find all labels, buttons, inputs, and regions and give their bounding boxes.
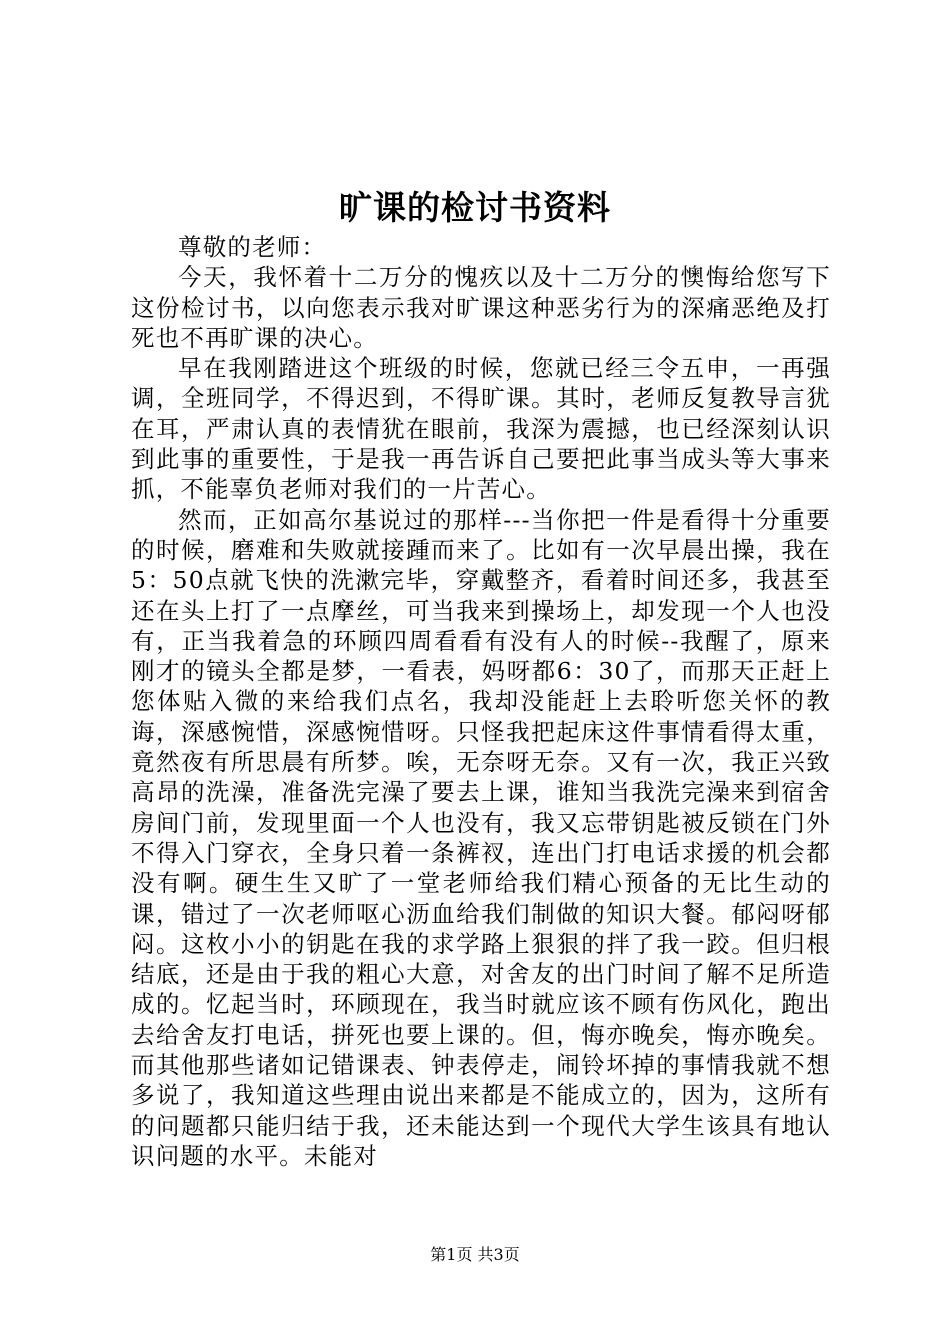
page-number-footer: 第1页 共3页 [430, 1245, 520, 1264]
paragraph: 早在我刚踏进这个班级的时候，您就已经三令五申，一再强调，全班同学，不得迟到，不得旷课。其时，老师反复教导言犹在耳，严肃认真的表情犹在眼前，我深为震撼，也已经深刻认识到此事的重要性，于是我一再告诉自己要把此事当成头等大事来抓，不能辜负老师对我们的一片苦心。 [131, 354, 831, 504]
paragraph-salutation: 尊敬的老师： [178, 233, 327, 261]
document-title: 旷课的检讨书资料 [339, 188, 611, 227]
document-body [131, 232, 831, 1171]
paragraph: 然而，正如高尔基说过的那样---当你把一件是看得十分重要的时候，磨难和失败就接踵而来了。比如有一次早晨出操，我在5：50点就飞快的洗漱完毕，穿戴整齐，看着时间还多，我甚至还在头上打了一点摩丝，可当我来到操场上，却发现一个人也没有，正当我着急的环顾四周看看有没有人的时候--我醒了，原来刚才的镜头全都是梦，一看表，妈呀都6：30了，而那天正赶上您体贴入微的来给我们点名，我却没能赶上去聆听您关怀的教诲，深感惋惜，深感惋惜呀。只怪我把起床这件事情看得太重，竟然夜有所思晨有所梦。唉，无奈呀无奈。又有一次，我正兴致高昂的洗澡，准备洗完澡了要去上课，谁知当我洗完澡来到宿舍房间门前，发现里面一个人也没有，我又忘带钥匙被反锁在门外不得入门穿衣，全身只着一条裤衩，连出门打电话求援的机会都没有啊。硬生生又旷了一堂老师给我们精心预备的无比生动的课，错过了一次老师呕心沥血给我们制做的知识大餐。郁闷呀郁闷。这枚小小的钥匙在我的求学路上狠狠的拌了我一跤。但归根结底，还是由于我的粗心大意，对舍友的出门时间了解不足所造成的。忆起当时，环顾现在，我当时就应该不顾有伤风化，跑出去给舍友打电话，拼死也要上课的。但，悔亦晚矣，悔亦晚矣。而其他那些诸如记错课表、钟表停走，闹铃坏掉的事情我就不想多说了，我知道这些理由说出来都是不能成立的，因为，这所有的问题都只能归结于我，还未能达到一个现代大学生该具有地认识问题的水平。未能对 [131, 505, 831, 1170]
paragraph: 今天，我怀着十二万分的愧疚以及十二万分的懊悔给您写下这份检讨书，以向您表示我对旷课这种恶劣行为的深痛恶绝及打死也不再旷课的决心。 [131, 263, 831, 352]
